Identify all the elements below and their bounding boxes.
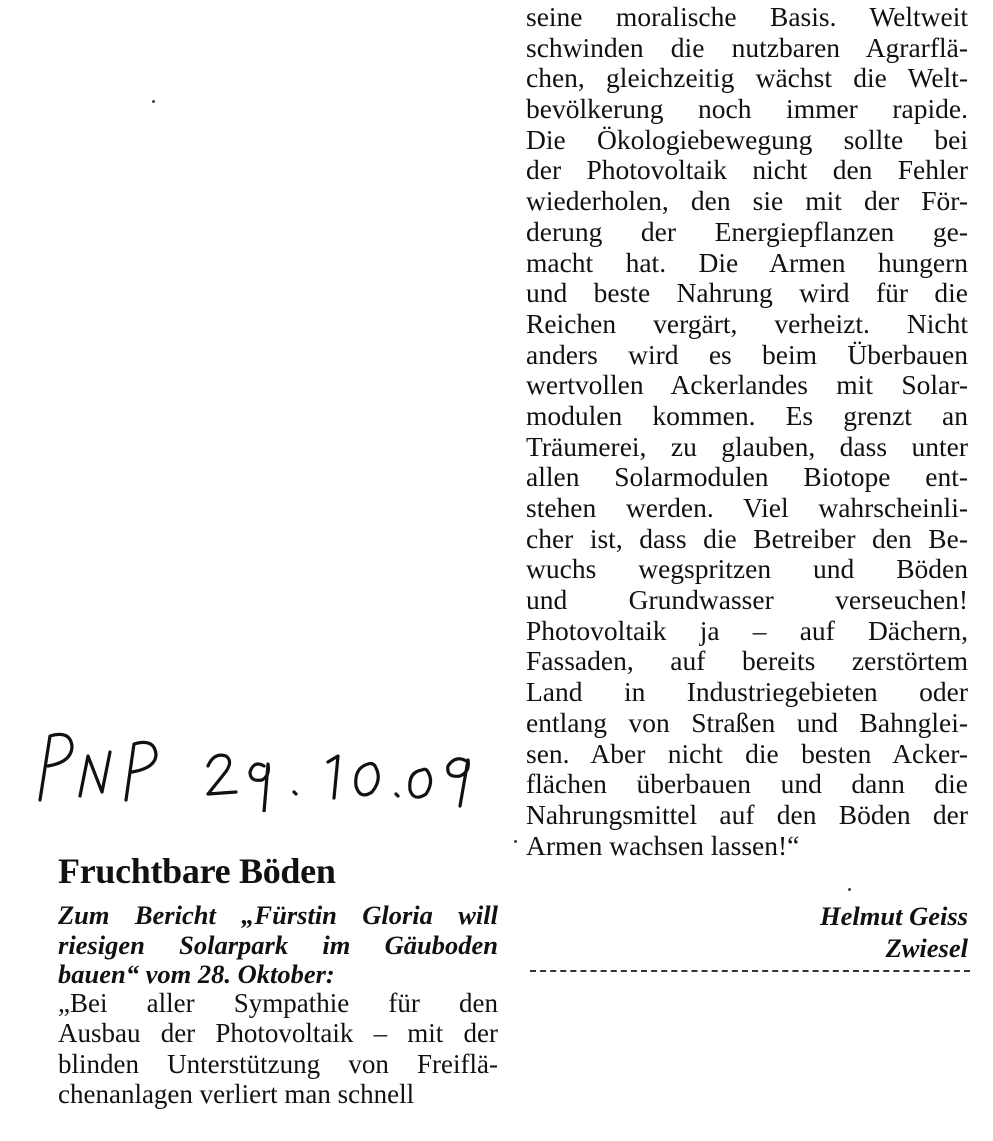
body-line: blinden Unterstützung von Freiflä- <box>58 1048 498 1079</box>
section-divider <box>530 970 970 974</box>
text-line: wuchs wegspritzen und Böden <box>526 553 968 585</box>
text-line: wiederholen, den sie mit der För- <box>526 185 968 217</box>
text-line: wertvollen Ackerlandes mit Solar- <box>526 369 968 401</box>
body-line: Ausbau der Photovoltaik – mit der <box>58 1018 498 1049</box>
subhead-line: riesigen Solarpark im Gäuboden <box>58 929 498 960</box>
text-line: Fassaden, auf bereits zerstörtem <box>526 645 968 677</box>
handwriting-ink <box>28 722 478 812</box>
scan-speck <box>514 840 517 843</box>
text-line: bevölkerung noch immer rapide. <box>526 93 968 125</box>
scan-speck <box>848 888 851 891</box>
letter-signature <box>820 900 968 964</box>
article-body-start <box>58 988 498 1109</box>
author-name: Helmut Geiss <box>820 901 968 931</box>
subhead-line: bauen“ vom 28. Oktober: <box>58 959 335 989</box>
text-line: seine moralische Basis. Weltweit <box>526 1 968 32</box>
body-line: „Bei aller Sympathie für den <box>58 988 498 1018</box>
handwritten-date-note <box>28 722 478 812</box>
text-line: und beste Nahrung wird für die <box>526 277 968 309</box>
article-headline: Fruchtbare Böden <box>58 851 336 891</box>
body-line: chenanlagen verliert man schnell <box>58 1078 415 1109</box>
scan-speck <box>152 100 155 103</box>
text-line: anders wird es beim Überbauen <box>526 338 968 370</box>
text-line: Träumerei, zu glauben, dass unter <box>526 430 968 462</box>
text-line: cher ist, dass die Betreiber den Be- <box>526 522 968 554</box>
text-line: Die Ökologiebewegung sollte bei <box>526 123 968 155</box>
text-line: chen, gleichzeitig wächst die Welt- <box>526 62 968 94</box>
text-line: Nahrungsmittel auf den Böden der <box>526 798 968 830</box>
subhead-line: Zum Bericht „Fürstin Gloria will <box>58 900 498 930</box>
author-place: Zwiesel <box>885 933 968 963</box>
text-line: modulen kommen. Es grenzt an <box>526 399 968 431</box>
text-line: flächen überbauen und dann die <box>526 768 968 800</box>
text-line: macht hat. Die Armen hungern <box>526 246 968 278</box>
letter-text-column <box>526 2 968 861</box>
text-line: derung der Energiepflanzen ge- <box>526 215 968 247</box>
text-line: entlang von Straßen und Bahnglei- <box>526 706 968 738</box>
text-line: schwinden die nutzbaren Agrarflä- <box>526 31 968 63</box>
text-line: Reichen vergärt, verheizt. Nicht <box>526 307 968 339</box>
text-line: Land in Industriegebieten oder <box>526 676 968 708</box>
text-line: der Photovoltaik nicht den Fehler <box>526 154 968 186</box>
text-line: Armen wachsen lassen!“ <box>526 829 800 861</box>
text-line: und Grundwasser verseuchen! <box>526 584 968 616</box>
text-line: allen Solarmodulen Biotope ent- <box>526 461 968 493</box>
article-subhead <box>58 901 498 990</box>
text-line: Photovoltaik ja – auf Dächern, <box>526 614 968 646</box>
text-line: stehen werden. Viel wahrscheinli- <box>526 492 968 523</box>
text-line: sen. Aber nicht die besten Acker- <box>526 737 968 769</box>
